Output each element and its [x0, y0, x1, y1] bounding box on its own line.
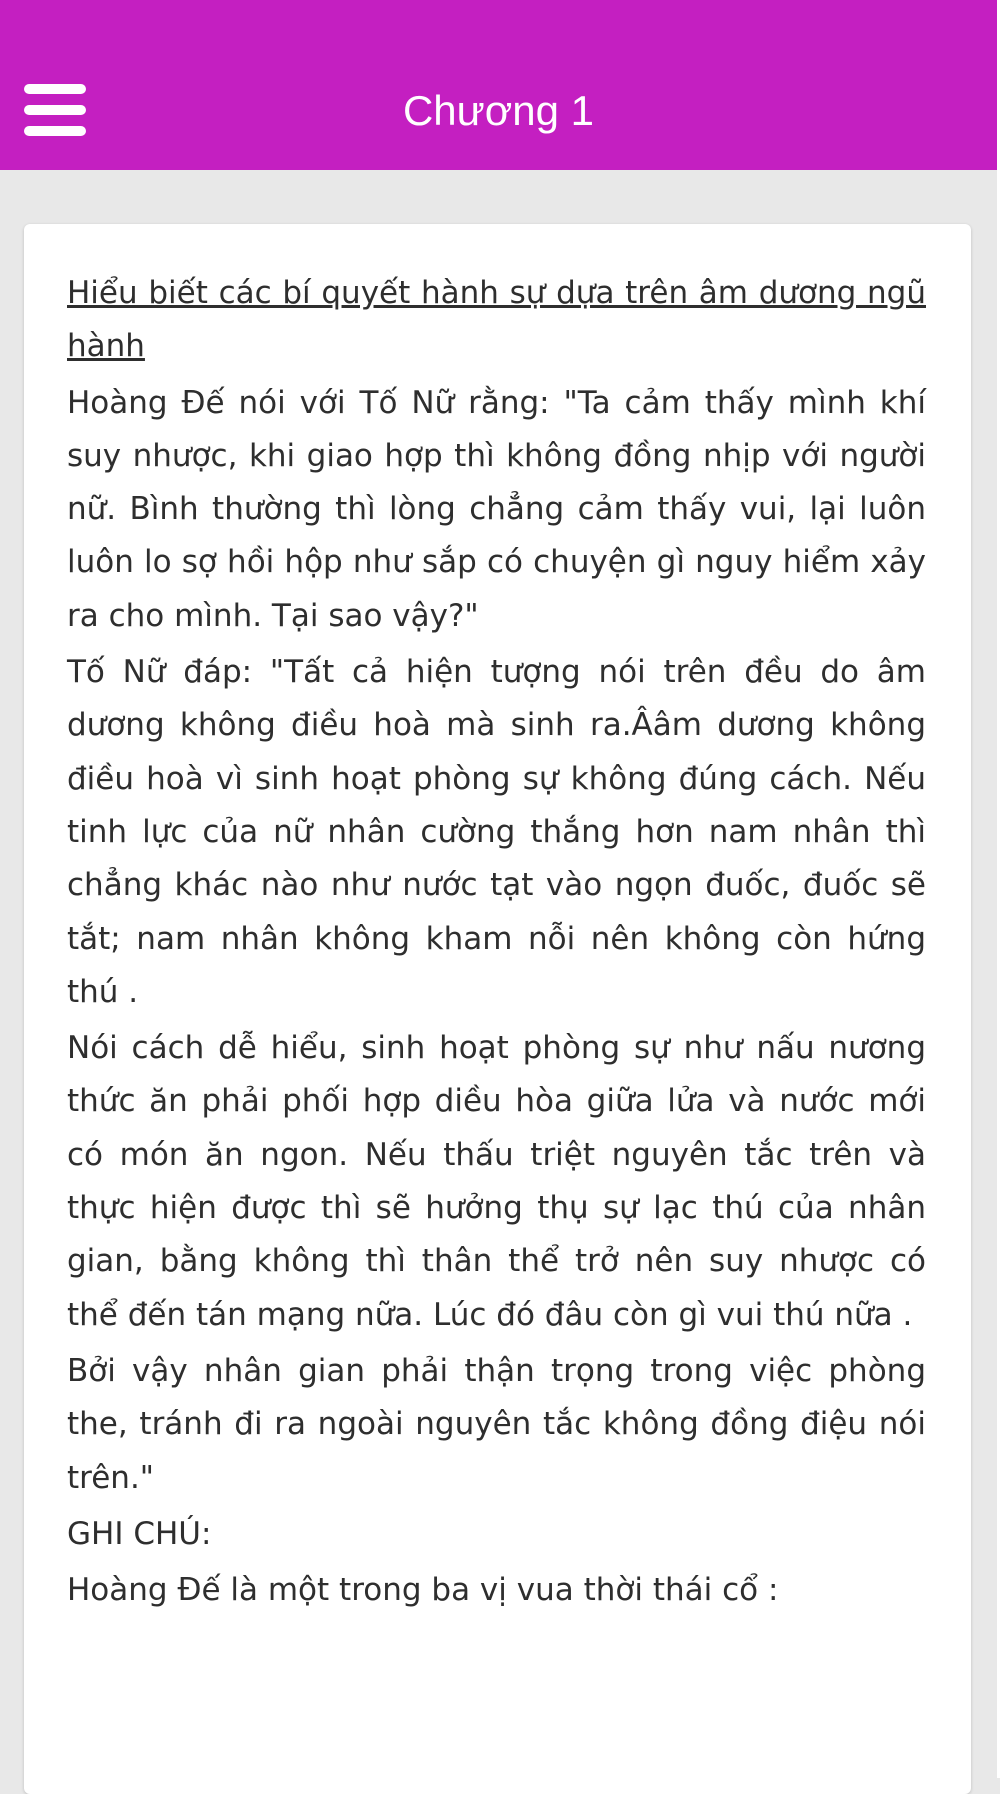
- chapter-heading[interactable]: Hiểu biết các bí quyết hành sự dựa trên âm dương ngũ hành: [67, 275, 926, 365]
- paragraph: Hoàng Đế là một trong ba vị vua thời thái cổ :: [67, 1572, 779, 1609]
- app-bar: [0, 0, 997, 170]
- chapter-content-card[interactable]: [24, 224, 971, 1794]
- paragraph: Bởi vậy nhân gian phải thận trọng trong việc phòng the, tránh đi ra ngoài nguyên tắc không đồng điệu nói trên.": [67, 1352, 926, 1496]
- paragraph: Hoàng Đế nói với Tố Nữ rằng: "Ta cảm thấy mình khí suy nhược, khi giao hợp thì không đồng nhịp với người nữ. Bình thường thì lòng chẳng cảm thấy vui, lại luôn luôn lo sợ hồi hộp như sắp có chuyện gì nguy hiểm xảy ra cho mình. Tại sao vậy?": [67, 384, 926, 634]
- note-label: GHI CHÚ:: [67, 1515, 212, 1552]
- chapter-text: [67, 267, 926, 1620]
- paragraph: Tố Nữ đáp: "Tất cả hiện tượng nói trên đều do âm dương không điều hoà mà sinh ra.Ââm dương không điều hoà vì sinh hoạt phòng sự không đúng cách. Nếu tinh lực của nữ nhân cường thắng hơn nam nhân thì chẳng khác nào như nước tạt vào ngọn đuốc, đuốc sẽ tắt; nam nhân không kham nỗi nên không còn hứng thú .: [67, 654, 926, 1010]
- page-title: Chương 1: [402, 87, 595, 134]
- paragraph: Nói cách dễ hiểu, sinh hoạt phòng sự như nấu nương thức ăn phải phối hợp diều hòa giữa lửa và nước mới có món ăn ngon. Nếu thấu triệt nguyên tắc trên và thực hiện được thì sẽ hưởng thụ sự lạc thú của nhân gian, bằng không thì thân thể trở nên suy nhược có thể đến tán mạng nữa. Lúc đó đâu còn gì vui thú nữa .: [67, 1030, 926, 1333]
